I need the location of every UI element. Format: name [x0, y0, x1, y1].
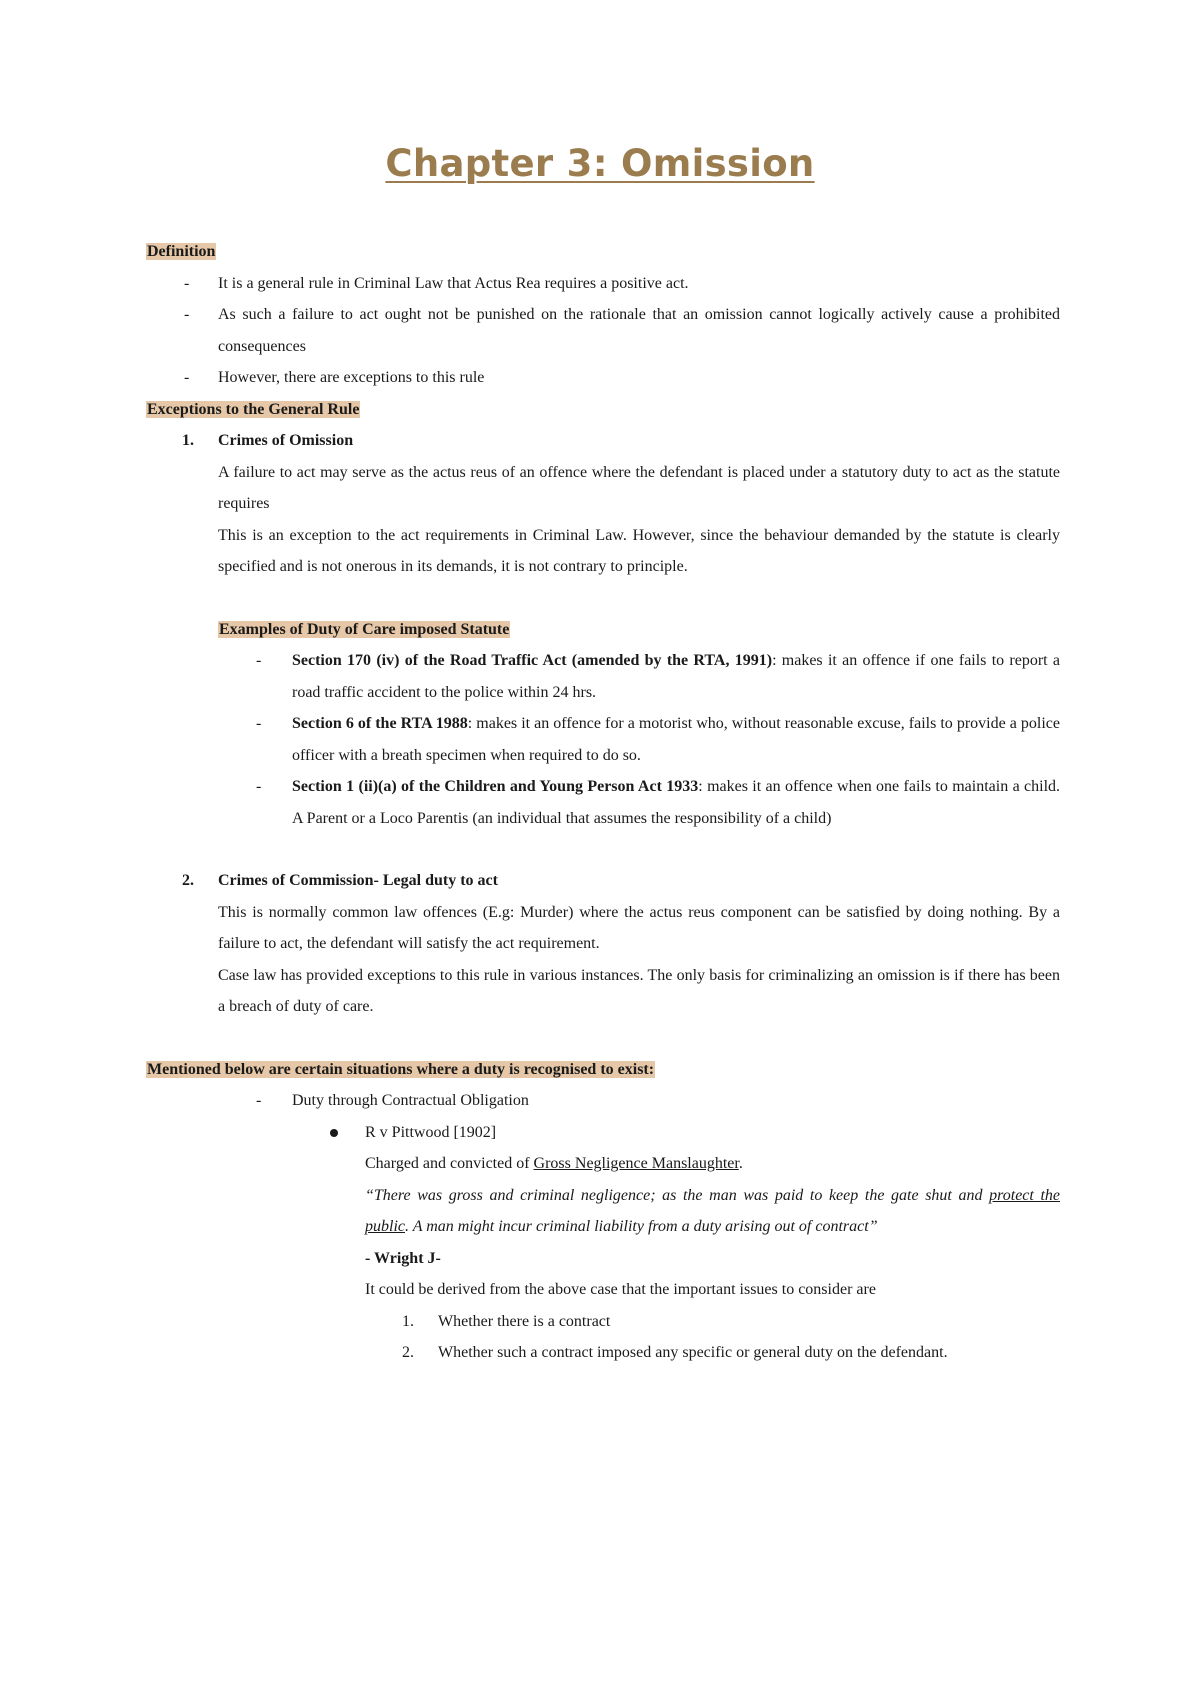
charged-line [365, 1148, 1060, 1180]
document-body [146, 236, 1060, 1369]
item-body [146, 457, 1060, 583]
list-item [146, 708, 1060, 771]
item-title: Crimes of Commission- Legal duty to act [218, 872, 498, 889]
list-item [146, 1085, 1060, 1117]
charged-suffix: . [738, 1155, 743, 1172]
quote-attribution: - Wright J- [365, 1249, 441, 1267]
situations-heading-label: Mentioned below are certain situations where a duty is recognised to exist: [147, 1060, 655, 1078]
situation-label: Duty through Contractual Obligation [292, 1092, 529, 1109]
bullet-icon [330, 1129, 338, 1137]
dash-marker: - [256, 652, 262, 669]
paragraph: This is normally common law offences (E.g: Murder) where the actus reus component can be satisfied by doing nothing. By a failure to act, the defendant will satisfy the act requirement. [218, 903, 1060, 952]
exceptions-heading-label: Exceptions to the General Rule [147, 400, 360, 418]
paragraph: A failure to act may serve as the actus reus of an offence where the defendant is placed under a statutory duty to act as the statute requires [218, 463, 1060, 512]
issue-text: Whether there is a contract [438, 1312, 611, 1330]
derived-text: It could be derived from the above case that the important issues to consider are [365, 1281, 876, 1298]
examples-heading-label: Examples of Duty of Care imposed Statute [219, 620, 510, 638]
list-item [146, 268, 1060, 300]
quote-part-2: . A man might incur criminal liability from a duty arising out of contract” [405, 1218, 878, 1235]
list-item [146, 771, 1060, 834]
statute-name: Section 1 (ii)(a) of the Children and Young Person Act 1933 [292, 778, 699, 795]
statute-description: : makes it an offence when one fails to maintain a child. A Parent or a Loco Parentis (an individual that assumes the responsibility of a child) [292, 778, 1061, 827]
numbered-item-crimes-of-omission [146, 425, 1060, 457]
offence-name: Gross Negligence Manslaughter [533, 1155, 739, 1172]
page-title: Chapter 3: Omission [385, 142, 815, 185]
definition-item-text: It is a general rule in Criminal Law that Actus Rea requires a positive act. [218, 274, 689, 292]
case-bullet [146, 1117, 1060, 1149]
issue-text: Whether such a contract imposed any specific or general duty on the defendant. [438, 1344, 948, 1361]
dash-marker: - [184, 274, 190, 292]
list-item [146, 362, 1060, 394]
statute-description: : makes it an offence for a motorist who, without reasonable excuse, fails to provide a police officer with a breath specimen when required to do so. [292, 715, 1060, 764]
dash-marker: - [184, 369, 190, 386]
charged-prefix: Charged and convicted of [365, 1155, 534, 1172]
spacer [146, 583, 1060, 614]
definition-heading [146, 236, 1060, 268]
examples-heading [146, 614, 1060, 646]
paragraph: This is an exception to the act requirements in Criminal Law. However, since the behaviour demanded by the statute is clearly specified and is not onerous in its demands, it is not contrary to principle. [218, 526, 1060, 575]
quote-underlined: protect the public [365, 1186, 1060, 1235]
definition-heading-label: Definition [147, 243, 216, 260]
item-title: Crimes of Omission [218, 432, 354, 449]
item-number: 1. [402, 1312, 414, 1330]
statute-name: Section 170 (iv) of the Road Traffic Act (amended by the RTA, 1991) [292, 652, 773, 669]
case-body [146, 1148, 1060, 1306]
dash-marker: - [256, 715, 262, 732]
definition-item-text: However, there are exceptions to this rule [218, 369, 485, 386]
dash-marker: - [256, 1092, 262, 1109]
item-number: 2. [182, 872, 194, 889]
situations-heading [146, 1054, 1060, 1086]
spacer [146, 834, 1060, 865]
statute-name: Section 6 of the RTA 1988 [292, 715, 468, 732]
definition-item-text: As such a failure to act ought not be punished on the rationale that an omission cannot logically actively cause a prohibited consequences [218, 306, 1060, 355]
paragraph: Case law has provided exceptions to this rule in various instances. The only basis for criminalizing an omission is if there has been a breach of duty of care. [218, 966, 1060, 1015]
dash-marker: - [184, 306, 190, 323]
dash-marker: - [256, 778, 262, 795]
case-quote [365, 1180, 1060, 1243]
spacer [146, 1023, 1060, 1054]
item-body [146, 897, 1060, 1023]
item-number: 2. [402, 1344, 414, 1361]
item-number: 1. [182, 432, 194, 449]
list-item [146, 299, 1060, 362]
numbered-item-crimes-of-commission [146, 865, 1060, 897]
case-name: R v Pittwood [1902] [365, 1123, 497, 1141]
list-item [146, 1306, 1060, 1338]
list-item [146, 645, 1060, 708]
quote-part-1: “There was gross and criminal negligence; as the man was paid to keep the gate shut and [365, 1186, 990, 1204]
exceptions-heading [146, 394, 1060, 426]
statute-description: : makes it an offence if one fails to report a road traffic accident to the police within 24 hrs. [292, 652, 1060, 701]
list-item [146, 1337, 1060, 1369]
